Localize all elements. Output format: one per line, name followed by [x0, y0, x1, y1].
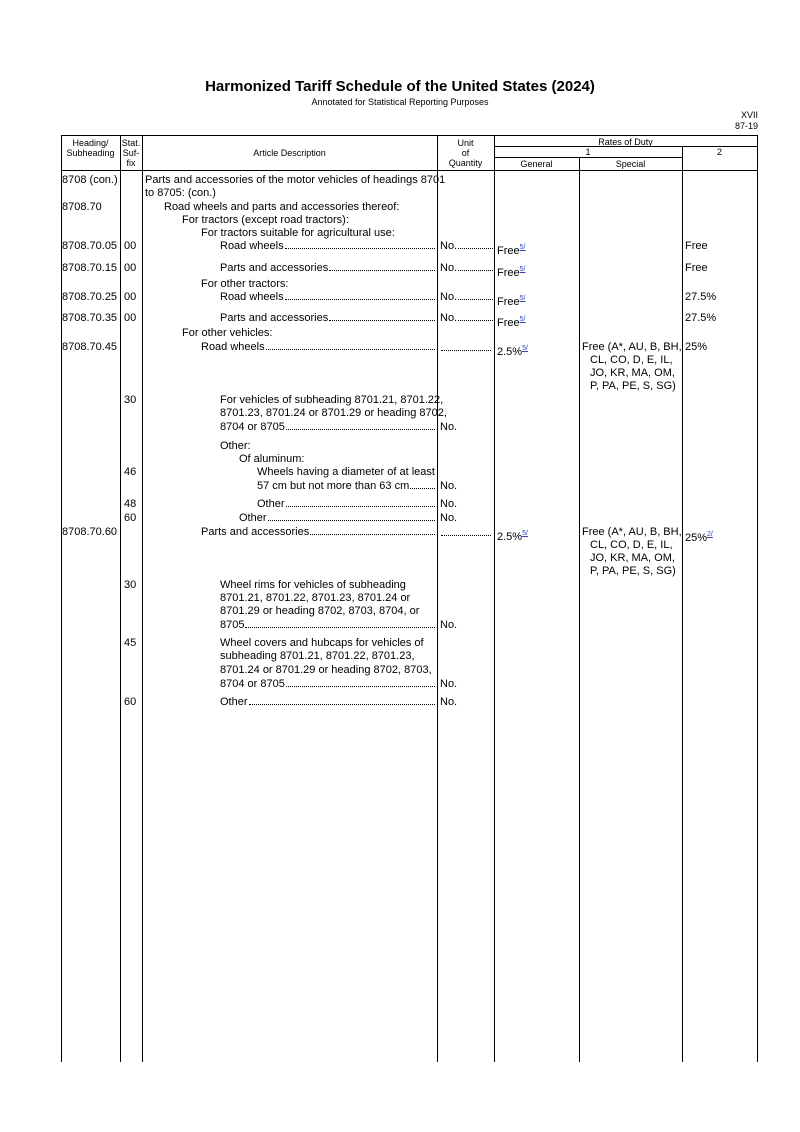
- unit-60-60: No.: [440, 696, 458, 708]
- special-rate-8708-70-45: [582, 341, 682, 393]
- stat-suffix-30: 30: [124, 394, 137, 406]
- desc-60-30-line3: 8701.29 or heading 8702, 8703, 8704, or: [220, 605, 420, 617]
- desc-45-46-line1: Wheels having a diameter of at least: [257, 466, 435, 478]
- dot-leader: [329, 270, 435, 271]
- header-stat-line1: Stat.: [121, 138, 141, 148]
- footnote-link[interactable]: 5/: [522, 530, 528, 537]
- header-heading-line2: Subheading: [66, 148, 115, 158]
- desc-text: 8704 or 8705: [220, 421, 285, 433]
- col2-rate-8708-70-25: 27.5%: [685, 291, 717, 303]
- desc-of-aluminum: Of aluminum:: [239, 453, 305, 465]
- heading-8708-70-25: 8708.70.25: [62, 291, 118, 303]
- desc-text: Road wheels: [220, 291, 284, 303]
- special-line: CL, CO, D, E, IL,: [590, 539, 673, 551]
- stat-suffix: 00: [124, 291, 137, 303]
- desc-45-30-line1: For vehicles of subheading 8701.21, 8701.22,: [220, 394, 444, 406]
- header-general: General: [520, 159, 553, 169]
- unit-8708-70-25: [440, 291, 494, 304]
- desc-other-tractors: For other tractors:: [201, 278, 289, 290]
- rate-text: 25%: [685, 532, 708, 544]
- header-stat-suffix: [120, 138, 142, 168]
- heading-8708-70-60: 8708.70.60: [62, 526, 118, 538]
- general-rate-8708-70-15: [497, 263, 525, 280]
- desc-60-45-line4: [220, 678, 436, 691]
- desc-text: Parts and accessories: [220, 312, 329, 324]
- col2-rate-8708-70-35: 27.5%: [685, 312, 717, 324]
- desc-60-45-line3: 8701.24 or 8701.29 or heading 8702, 8703,: [220, 664, 432, 676]
- dot-leader: [249, 704, 435, 705]
- special-line: JO, KR, MA, OM,: [590, 552, 675, 564]
- desc-road-wheels-agri: [220, 240, 436, 253]
- header-stat-line3: fix: [126, 158, 136, 168]
- dot-leader: [410, 488, 435, 489]
- desc-45-60: [239, 512, 436, 525]
- heading-8708-70-45: 8708.70.45: [62, 341, 118, 353]
- page-subtitle: Annotated for Statistical Reporting Purposes: [311, 97, 489, 107]
- desc-text: Parts and accessories: [201, 526, 310, 538]
- footnote-link[interactable]: 5/: [519, 295, 526, 302]
- desc-text: 8704 or 8705: [220, 678, 285, 690]
- unit-text: No.: [440, 312, 458, 324]
- desc-60-45-line2: subheading 8701.21, 8701.22, 8701.23,: [220, 650, 415, 662]
- rate-text: Free: [497, 296, 520, 308]
- desc-60-30-line1: Wheel rims for vehicles of subheading: [220, 579, 406, 591]
- unit-text: No.: [440, 291, 458, 303]
- dot-leader: [285, 299, 435, 300]
- general-rate-8708-70-45: [497, 342, 528, 359]
- rate-text: 2.5%: [497, 346, 523, 358]
- footnote-link[interactable]: 5/: [519, 316, 526, 323]
- desc-60-30-line4: [220, 619, 436, 632]
- header-rates-of-duty: Rates of Duty: [598, 137, 653, 147]
- stat-suffix-46: 46: [124, 466, 137, 478]
- desc-parts-other-tractors: [220, 312, 436, 325]
- unit-8708-70-05: [440, 240, 494, 253]
- col2-rate-8708-70-60: [685, 528, 713, 545]
- dot-leader: [245, 627, 435, 628]
- footnote-link[interactable]: 5/: [519, 266, 526, 273]
- table-top-border: [61, 135, 757, 136]
- desc-road-wheels-other-vehicles: [201, 341, 436, 354]
- stat-suffix-45: 45: [124, 637, 137, 649]
- desc-parts-other-vehicles: [201, 526, 436, 539]
- header-unit-of-quantity: [437, 138, 494, 168]
- desc-other-heading: Other:: [220, 440, 251, 452]
- desc-text: Parts and accessories: [220, 262, 329, 274]
- special-line: JO, KR, MA, OM,: [590, 367, 675, 379]
- heading-8708-70-15: 8708.70.15: [62, 262, 118, 274]
- dot-leader: [286, 686, 435, 687]
- dot-leader: [286, 429, 435, 430]
- desc-text: 8705: [220, 619, 245, 631]
- header-heading: [61, 138, 120, 158]
- desc-text: Other: [257, 498, 285, 510]
- footnote-link[interactable]: 2/: [707, 531, 713, 538]
- page-number: 87-19: [734, 121, 758, 131]
- dot-leader: [458, 320, 493, 321]
- col-divider-article: [142, 135, 143, 1062]
- desc-other-vehicles: For other vehicles:: [182, 327, 273, 339]
- rate-text: 2.5%: [497, 531, 523, 543]
- dot-leader: [458, 270, 493, 271]
- unit-8708-70-35: [440, 312, 494, 325]
- dot-leader: [285, 248, 435, 249]
- desc-agricultural: For tractors suitable for agricultural use:: [201, 227, 395, 239]
- desc-road-wheels-other-tractors: [220, 291, 436, 304]
- unit-60-45: No.: [440, 678, 458, 690]
- special-rate-8708-70-60: [582, 526, 682, 578]
- table-right-border: [757, 135, 758, 1062]
- desc-8708-line1: Parts and accessories of the motor vehicles of headings 8701: [145, 174, 446, 186]
- general-rate-8708-70-35: [497, 313, 525, 330]
- header-col1: 1: [585, 147, 591, 157]
- unit-45-48: No.: [440, 498, 458, 510]
- stat-suffix-48: 48: [124, 498, 137, 510]
- footnote-link[interactable]: 5/: [522, 345, 528, 352]
- desc-8708-line2: to 8705: (con.): [145, 187, 216, 199]
- unit-45-60: No.: [440, 512, 458, 524]
- unit-60-30: No.: [440, 619, 458, 631]
- dot-leader: [310, 534, 435, 535]
- dot-leader: [286, 506, 435, 507]
- unit-45-46: No.: [440, 480, 458, 492]
- desc-45-30-line3: [220, 421, 436, 434]
- dot-leader: [266, 349, 435, 350]
- desc-text: Road wheels: [220, 240, 284, 252]
- unit-45-30: No.: [440, 421, 458, 433]
- unit-text: No.: [440, 240, 458, 252]
- col-divider-general: [494, 135, 495, 1062]
- heading-8708-70-35: 8708.70.35: [62, 312, 118, 324]
- desc-text: Other: [239, 512, 267, 524]
- stat-suffix-60: 60: [124, 512, 137, 524]
- col1-header-divider: [494, 157, 682, 158]
- unit-text: No.: [440, 262, 458, 274]
- stat-suffix-60: 60: [124, 696, 137, 708]
- desc-text: Road wheels: [201, 341, 265, 353]
- page-title: Harmonized Tariff Schedule of the United States (2024): [205, 78, 595, 95]
- desc-45-46-line2: [257, 480, 436, 493]
- stat-suffix-30: 30: [124, 579, 137, 591]
- unit-dot-leader: [441, 350, 491, 351]
- dot-leader: [458, 299, 493, 300]
- heading-8708-70: 8708.70: [62, 201, 102, 213]
- rate-text: Free: [497, 245, 520, 257]
- general-rate-8708-70-05: [497, 241, 525, 258]
- header-unit-line2: of: [461, 148, 470, 158]
- desc-45-48: [257, 498, 436, 511]
- heading-8708: 8708 (con.): [62, 174, 118, 186]
- special-line: CL, CO, D, E, IL,: [590, 354, 673, 366]
- section-number: XVII: [740, 110, 758, 120]
- stat-suffix: 00: [124, 262, 137, 274]
- col-divider-special: [579, 157, 580, 1062]
- special-line: Free (A*, AU, B, BH,: [582, 341, 682, 353]
- special-line: Free (A*, AU, B, BH,: [582, 526, 682, 538]
- dot-leader: [458, 248, 493, 249]
- col-divider-unit: [437, 135, 438, 1062]
- dot-leader: [268, 520, 435, 521]
- rate-text: Free: [497, 317, 520, 329]
- unit-8708-70-15: [440, 262, 494, 275]
- col2-rate-8708-70-15: Free: [685, 262, 708, 274]
- unit-dot-leader: [441, 535, 491, 536]
- header-article-description: Article Description: [253, 148, 326, 158]
- desc-60-60: [220, 696, 436, 709]
- special-line: P, PA, PE, S, SG): [590, 565, 676, 577]
- table-header-bottom-border: [61, 170, 757, 171]
- footnote-link[interactable]: 5/: [519, 244, 526, 251]
- desc-text: 57 cm but not more than 63 cm: [257, 480, 410, 492]
- header-heading-line1: Heading/: [72, 138, 109, 148]
- col-divider-stat: [120, 135, 121, 1062]
- header-special: Special: [615, 159, 646, 169]
- desc-60-45-line1: Wheel covers and hubcaps for vehicles of: [220, 637, 424, 649]
- header-unit-line3: Quantity: [448, 158, 483, 168]
- desc-for-tractors: For tractors (except road tractors):: [182, 214, 349, 226]
- stat-suffix: 00: [124, 312, 137, 324]
- heading-8708-70-05: 8708.70.05: [62, 240, 118, 252]
- col2-rate-8708-70-05: Free: [685, 240, 708, 252]
- header-stat-line2: Suf-: [122, 148, 140, 158]
- special-line: P, PA, PE, S, SG): [590, 380, 676, 392]
- general-rate-8708-70-60: [497, 527, 528, 544]
- desc-parts-agri: [220, 262, 436, 275]
- header-unit-line1: Unit: [457, 138, 474, 148]
- rate-text: Free: [497, 267, 520, 279]
- col-divider-col2: [682, 146, 683, 1062]
- header-col2: 2: [716, 147, 722, 157]
- dot-leader: [329, 320, 435, 321]
- desc-text: Other: [220, 696, 248, 708]
- desc-60-30-line2: 8701.21, 8701.22, 8701.23, 8701.24 or: [220, 592, 411, 604]
- general-rate-8708-70-25: [497, 292, 525, 309]
- stat-suffix: 00: [124, 240, 137, 252]
- col2-rate-8708-70-45: 25%: [685, 341, 708, 353]
- desc-8708-70: Road wheels and parts and accessories thereof:: [164, 201, 400, 213]
- desc-45-30-line2: 8701.23, 8701.24 or 8701.29 or heading 8702,: [220, 407, 447, 419]
